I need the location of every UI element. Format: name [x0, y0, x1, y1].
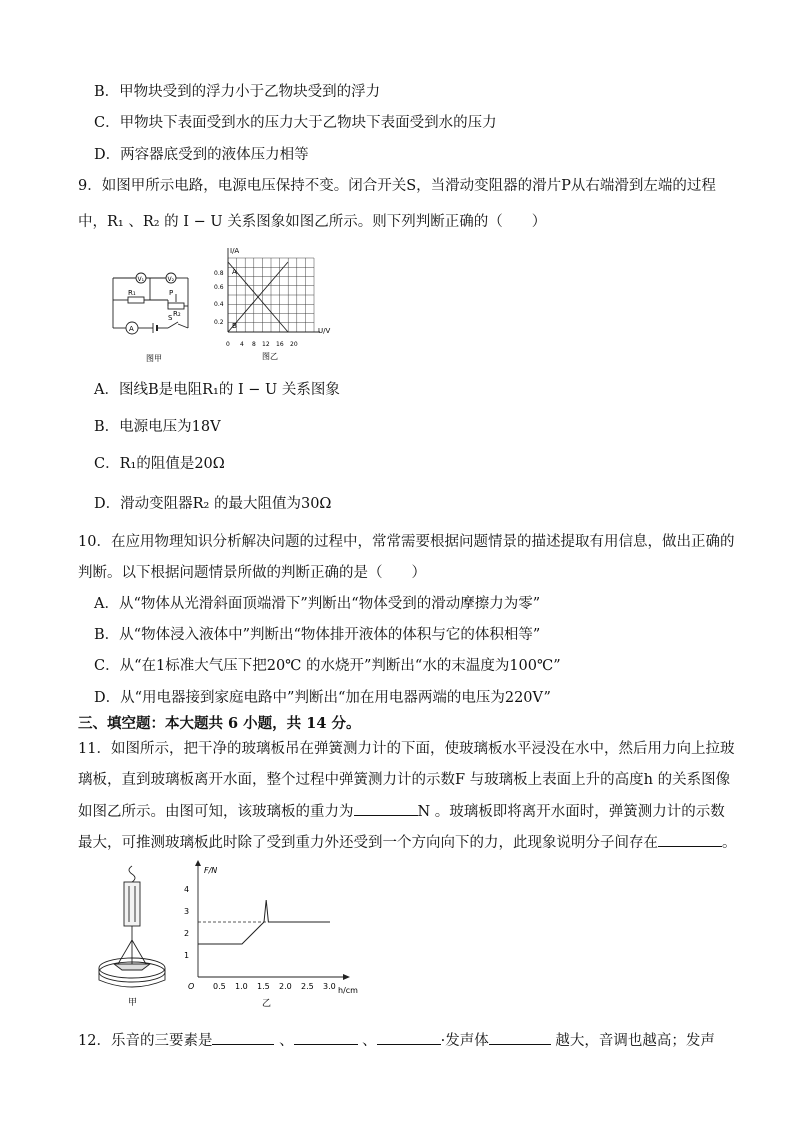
- q9-option-c: C．R₁的阻值是20Ω: [94, 456, 225, 472]
- y-tick-label: 4: [184, 885, 190, 894]
- fig-11b-caption: 乙: [262, 999, 272, 1009]
- q11-stem-line3: [78, 801, 738, 822]
- v1-label: V₁: [137, 276, 145, 283]
- q9-stem-line1: 9．如图甲所示电路，电源电压保持不变。闭合开关S，当滑动变阻器的滑片P从右端滑到左端的过程: [78, 178, 716, 194]
- v2-label: V₂: [167, 276, 175, 283]
- y-axis-label: I/A: [230, 247, 240, 255]
- answer-blank-1[interactable]: [212, 1030, 274, 1045]
- p-label: P: [169, 289, 174, 297]
- y-tick-label: 1: [184, 951, 190, 960]
- q11-stem-line1: 11．如图所示，把干净的玻璃板吊在弹簧测力计的下面，使玻璃板水平浸没在水中，然后用力向上拉玻: [78, 741, 735, 757]
- x-axis-arrow-icon: [343, 974, 350, 980]
- q12-stem: [78, 1030, 738, 1051]
- r1-label: R₁: [128, 289, 136, 297]
- q11-text-3a: 如图乙所示。由图可知，该玻璃板的重力为: [78, 804, 354, 820]
- glass-plate: [114, 964, 150, 970]
- q11-text-4a: 最大，可推测玻璃板此时除了受到重力外还受到一个方向向下的力，此现象说明分子间存在: [78, 835, 658, 851]
- x-tick-label: 1.0: [235, 982, 248, 991]
- q9-option-a: A．图线B是电阻R₁的 I − U 关系图象: [94, 382, 340, 398]
- answer-blank-4[interactable]: [489, 1030, 551, 1045]
- q10-option-d: D．从“用电器接到家庭电路中”判断出“加在用电器两端的电压为220V”: [94, 690, 551, 706]
- x-tick-label: 2.0: [279, 982, 292, 991]
- circuit-diagram: [108, 258, 208, 366]
- r2-label: R₂: [173, 310, 181, 318]
- section-heading: 三、填空题：本大题共 6 小题，共 14 分。: [78, 715, 361, 732]
- ytick: 0.8: [214, 270, 224, 277]
- xtick: 0: [226, 341, 230, 348]
- spring-scale-figure: [96, 860, 178, 1010]
- hook-icon: [129, 866, 135, 882]
- q10-option-a: A．从“物体从光滑斜面顶端滑下”判断出“物体受到的滑动摩擦力为零”: [94, 596, 541, 612]
- q9-option-d: D．滑动变阻器R₂ 的最大阻值为30Ω: [94, 496, 332, 512]
- q10-stem-line1: 10．在应用物理知识分析解决问题的过程中，常常需要根据问题情景的描述提取有用信息，做出正确的: [78, 534, 735, 550]
- q12-prefix: 12．乐音的三要素是: [78, 1033, 213, 1049]
- q9-option-b: B．电源电压为18V: [94, 419, 221, 435]
- xtick: 20: [290, 341, 298, 348]
- q12-suffix: 越大，音调也越高；发声: [555, 1033, 715, 1049]
- s-label: S: [168, 314, 173, 322]
- q11-stem-line4: [78, 832, 738, 853]
- ytick: 0.4: [214, 301, 224, 308]
- spring-scale: [124, 882, 140, 926]
- ytick: 0.6: [214, 284, 224, 291]
- q11-text-4b: 。: [722, 835, 737, 851]
- answer-blank-weight[interactable]: [354, 801, 418, 816]
- q10-option-b: B．从“物体浸入液体中”判断出“物体排开液体的体积与它的体积相等”: [94, 627, 541, 643]
- x-tick-label: 1.5: [257, 982, 270, 991]
- label-a: A: [232, 268, 237, 276]
- q11-text-3b: N 。玻璃板即将离开水面时，弹簧测力计的示数: [417, 804, 725, 820]
- xtick: 8: [252, 341, 256, 348]
- q11-stem-line2: 璃板，直到玻璃板离开水面，整个过程中弹簧测力计的示数F 与玻璃板上表面上升的高度h 的关系图像: [78, 772, 731, 788]
- q10-stem-line2: 判断。以下根据问题情景所做的判断正确的是（ ）: [78, 565, 426, 581]
- fig-a-caption: 图甲: [146, 354, 162, 363]
- xtick: 16: [276, 341, 284, 348]
- xtick: 12: [262, 341, 270, 348]
- ytick: 0.2: [214, 319, 224, 326]
- force-height-chart: [178, 860, 368, 1010]
- fig-11a-caption: 甲: [128, 998, 138, 1008]
- chart-xlabel: h/cm: [338, 986, 358, 995]
- answer-blank-molecular-force[interactable]: [658, 832, 722, 847]
- answer-blank-2[interactable]: [294, 1030, 358, 1045]
- q12-sep1: 、: [279, 1033, 294, 1049]
- q12-sep2: 、: [362, 1033, 377, 1049]
- a-label: A: [129, 325, 134, 333]
- label-b: B: [232, 322, 237, 330]
- xtick: 4: [240, 341, 244, 348]
- chart-ylabel: F/N: [204, 866, 218, 875]
- series-line: [198, 900, 330, 944]
- fig-b-caption: 图乙: [262, 352, 278, 361]
- q8-option-d: D．两容器底受到的液体压力相等: [94, 147, 309, 163]
- q12-mid: ·发声体: [440, 1033, 489, 1049]
- q10-option-c: C．从“在1标准大气压下把20℃ 的水烧开”判断出“水的末温度为100℃”: [94, 658, 561, 674]
- iu-graph: [212, 244, 342, 366]
- y-tick-label: 3: [184, 907, 190, 916]
- x-tick-label: 0.5: [213, 982, 226, 991]
- q8-option-c: C．甲物块下表面受到水的压力大于乙物块下表面受到水的压力: [94, 115, 497, 131]
- q9-stem-line2: 中，R₁ 、R₂ 的 I − U 关系图象如图乙所示。则下列判断正确的（ ）: [78, 214, 547, 230]
- y-tick-label: 2: [184, 929, 190, 938]
- q8-option-b: B．甲物块受到的浮力小于乙物块受到的浮力: [94, 84, 381, 100]
- x-axis-label: U/V: [318, 327, 331, 335]
- answer-blank-3[interactable]: [377, 1030, 441, 1045]
- chart-origin: O: [188, 982, 195, 991]
- y-axis-arrow-icon: [195, 860, 201, 866]
- x-tick-label: 2.5: [301, 982, 314, 991]
- x-tick-label: 3.0: [323, 982, 336, 991]
